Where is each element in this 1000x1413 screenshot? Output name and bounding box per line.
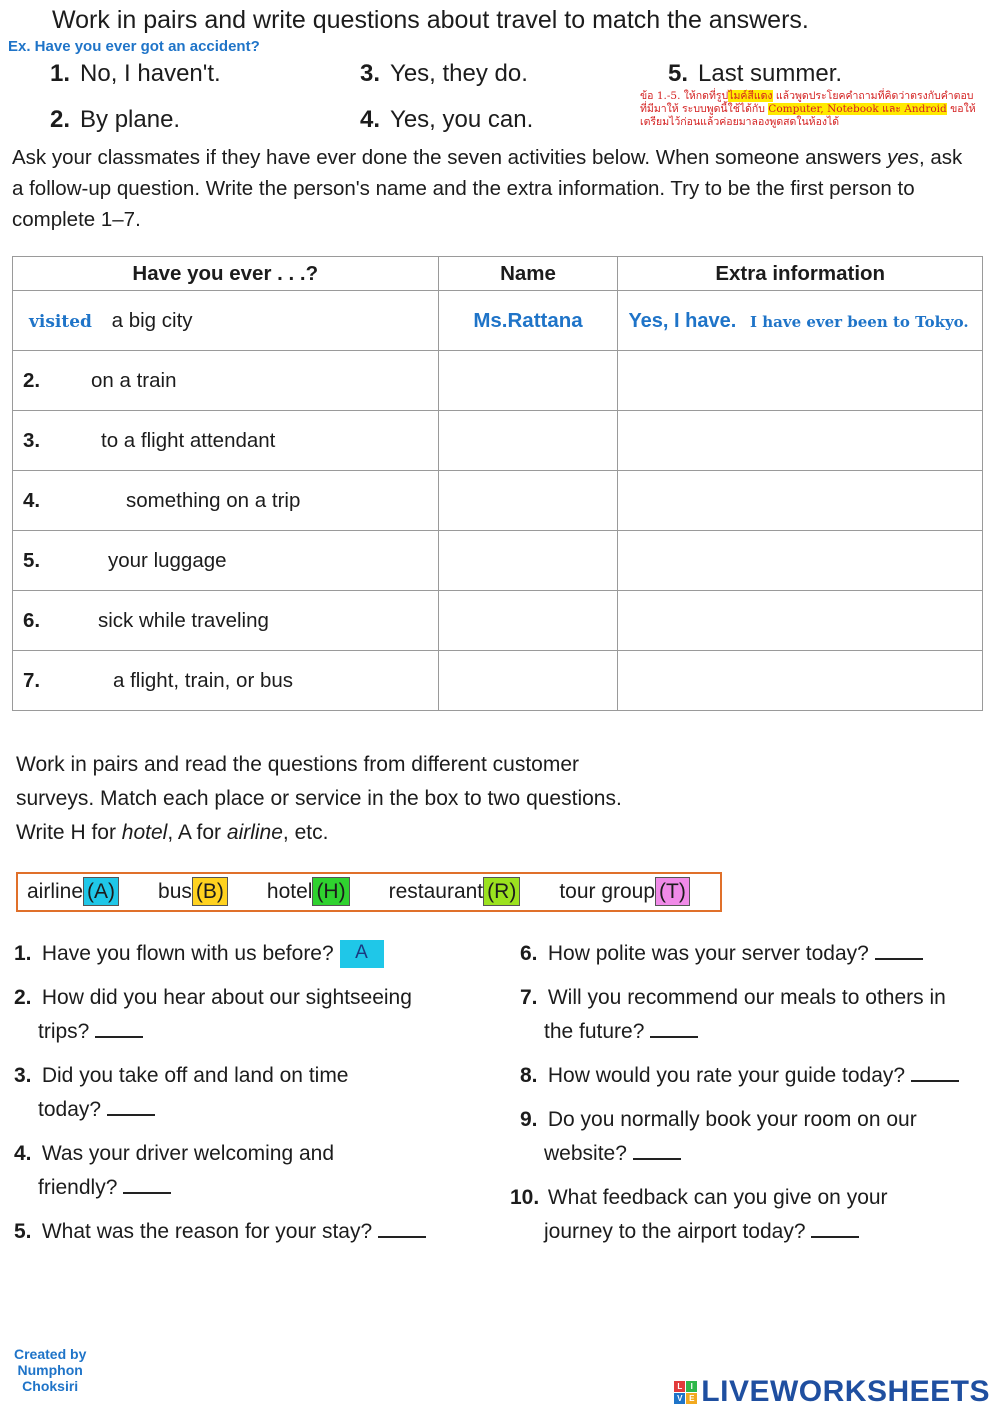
logo-icon: L I V E	[674, 1381, 697, 1404]
activity-cell[interactable]: 6. sick while traveling	[13, 591, 439, 651]
name-cell[interactable]	[438, 591, 618, 651]
page-title: Work in pairs and write questions about travel to match the answers.	[52, 6, 809, 34]
extra-info-cell[interactable]	[618, 591, 983, 651]
name-cell[interactable]: Ms.Rattana	[438, 291, 618, 351]
table-header-row	[13, 257, 983, 291]
table-row	[13, 291, 983, 351]
table-row	[13, 651, 983, 711]
extra-info-cell[interactable]	[618, 531, 983, 591]
table-row	[13, 531, 983, 591]
extra-info-cell[interactable]: Yes, I have. I have ever been to Tokyo.	[618, 291, 983, 351]
question-2: 2. How did you hear about our sightseeing trips?	[14, 986, 412, 1043]
table-row	[13, 351, 983, 411]
name-cell[interactable]	[438, 471, 618, 531]
table-row	[13, 591, 983, 651]
name-cell[interactable]	[438, 651, 618, 711]
answer-input-8[interactable]	[911, 1066, 959, 1082]
question-1: 1. Have you flown with us before? A	[14, 937, 384, 971]
activity-cell[interactable]: 3. to a flight attendant	[13, 411, 439, 471]
answer-1: 1. No, I haven't.	[50, 60, 221, 87]
question-10: 10. What feedback can you give on your journey to the airport today?	[510, 1186, 888, 1243]
activity-cell[interactable]: 5. your luggage	[13, 531, 439, 591]
answer-3: 3. Yes, they do.	[360, 60, 528, 87]
thai-instruction-note: ข้อ 1.-5. ให้กดที่รูปไมค์สีแดง แล้วพูดประโยคคำถามที่คิดว่าตรงกับคำตอบที่มีมาให้ ระบบพูดนี้ใช้ได้กับ Computer, Notebook และ Android ขอให้เตรียมไว้ก่อนแล้วค่อยมาลองพูดสดในห้องได้	[640, 90, 976, 128]
answer-input-5[interactable]	[378, 1222, 426, 1238]
extra-info-cell[interactable]	[618, 651, 983, 711]
word-box	[16, 872, 722, 912]
header-have-you-ever: Have you ever . . .?	[13, 257, 439, 291]
answer-5: 5. Last summer.	[668, 60, 843, 87]
answer-input-10[interactable]	[811, 1222, 859, 1238]
extra-info-cell[interactable]	[618, 351, 983, 411]
table-row	[13, 411, 983, 471]
creator-credit: Created by Numphon Choksiri	[14, 1346, 87, 1394]
question-7: 7. Will you recommend our meals to others in the future?	[520, 986, 946, 1043]
extra-info-cell[interactable]	[618, 411, 983, 471]
answer-input-4[interactable]	[123, 1178, 171, 1194]
header-extra-info: Extra information	[618, 257, 983, 291]
answer-input-1[interactable]: A	[340, 940, 384, 968]
answer-input-9[interactable]	[633, 1144, 681, 1160]
answer-input-6[interactable]	[875, 944, 923, 960]
word-airline: airline (A)	[27, 880, 119, 904]
activity-instructions: Ask your classmates if they have ever done the seven activities below. When someone answers yes, ask a follow-up question. Write the person's name and the extra information. Try to be the first person to complete 1–7.	[12, 146, 963, 231]
liveworksheets-logo: L I V E LIVEWORKSHEETS	[674, 1375, 990, 1409]
activity-answer-input[interactable]: visited	[29, 311, 92, 332]
answer-input-7[interactable]	[650, 1022, 698, 1038]
table-row	[13, 471, 983, 531]
activity-cell[interactable]: 2. on a train	[13, 351, 439, 411]
question-8: 8. How would you rate your guide today?	[520, 1059, 959, 1093]
extra-info-cell[interactable]	[618, 471, 983, 531]
header-name: Name	[438, 257, 618, 291]
name-cell[interactable]	[438, 351, 618, 411]
activity-cell: visited a big city	[13, 291, 439, 351]
answer-input-3[interactable]	[107, 1100, 155, 1116]
answer-2: 2. By plane.	[50, 106, 181, 133]
answer-4: 4. Yes, you can.	[360, 106, 534, 133]
activity-cell[interactable]: 7. a flight, train, or bus	[13, 651, 439, 711]
name-cell[interactable]	[438, 531, 618, 591]
answer-input-2[interactable]	[95, 1022, 143, 1038]
question-9: 9. Do you normally book your room on our website?	[520, 1108, 917, 1165]
question-4: 4. Was your driver welcoming and friendly?	[14, 1142, 335, 1199]
activity-cell[interactable]: 4. something on a trip	[13, 471, 439, 531]
activities-table	[12, 256, 983, 711]
word-bus: bus (B)	[158, 880, 228, 904]
word-tour-group: tour group (T)	[559, 880, 690, 904]
question-6: 6. How polite was your server today?	[520, 937, 923, 971]
question-5: 5. What was the reason for your stay?	[14, 1215, 426, 1249]
example-question: Ex. Have you ever got an accident?	[8, 38, 260, 55]
word-restaurant: restaurant (R)	[389, 880, 521, 904]
question-3: 3. Did you take off and land on time today?	[14, 1064, 349, 1121]
name-cell[interactable]	[438, 411, 618, 471]
word-hotel: hotel (H)	[267, 880, 350, 904]
survey-instructions: Work in pairs and read the questions from different customer surveys. Match each place or service in the box to two questions. Write H for hotel, A for airline, etc.	[16, 753, 622, 844]
